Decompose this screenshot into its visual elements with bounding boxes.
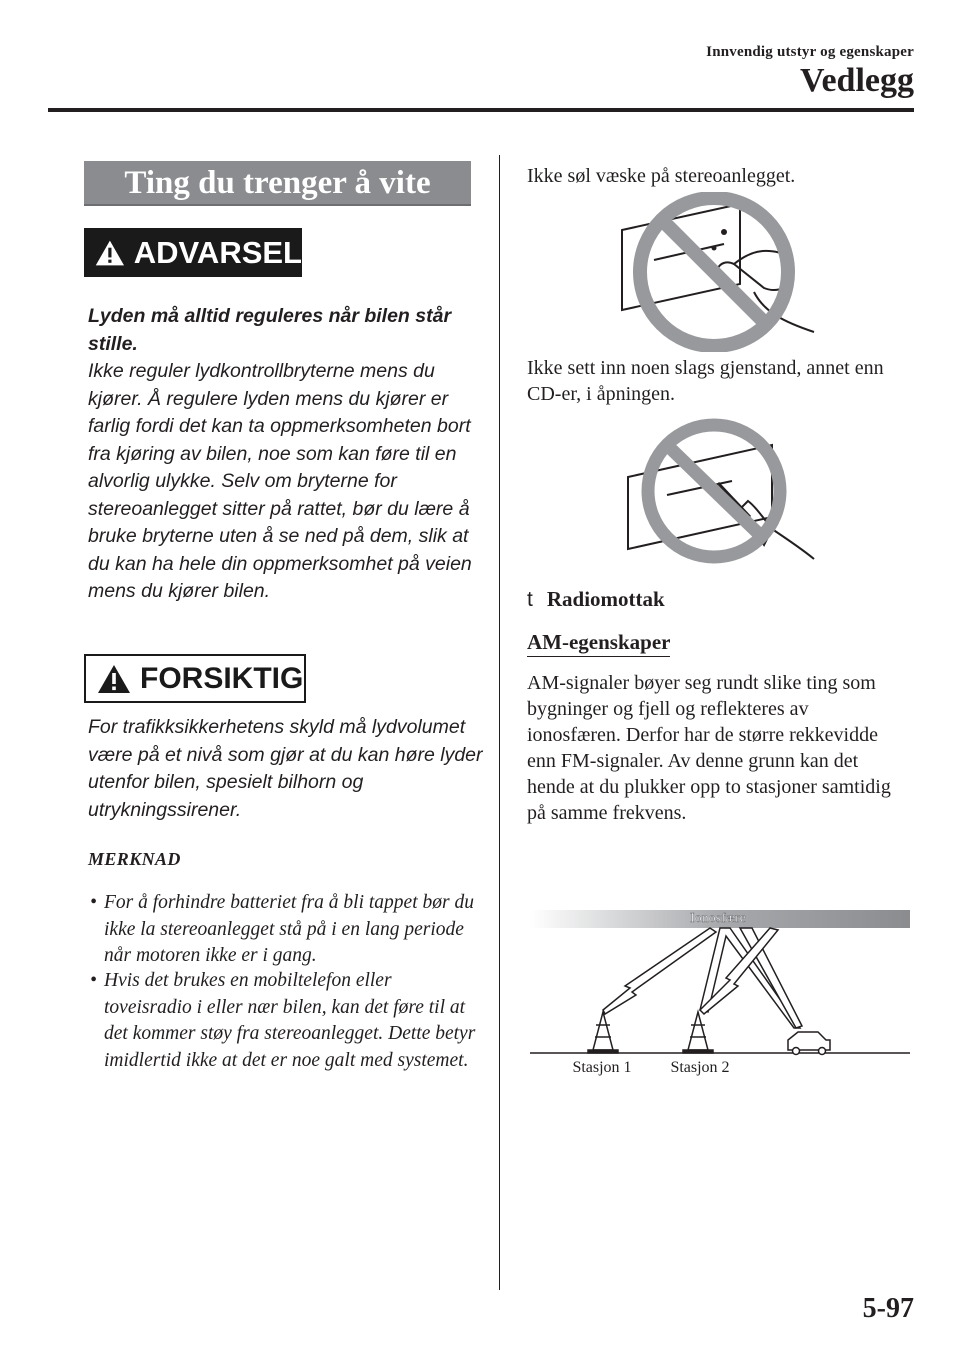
radio-heading bbox=[527, 587, 665, 612]
car-icon bbox=[788, 1032, 830, 1055]
station1-tower-icon bbox=[588, 1012, 618, 1053]
note-item-text: For å forhindre batteriet fra å bli tappet bør du ikke la stereoanlegget stå på i en lang periode når motoren ikke er i gang. bbox=[104, 892, 474, 966]
section-title: Ting du trenger å vite bbox=[84, 161, 471, 206]
caution-label: FORSIKTIG bbox=[140, 661, 304, 695]
no-objects-illustration bbox=[622, 417, 822, 567]
header-rule bbox=[48, 108, 914, 112]
station1-label: Stasjon 1 bbox=[572, 1059, 632, 1076]
note-item-text: Hvis det brukes en mobiltelefon eller toveisradio i eller nær bilen, kan det føre til at det kommer støy fra stereoanlegget. Dette betyr imidlertid ikke at det er noe galt med systemet. bbox=[104, 970, 476, 1071]
radio-heading-text: Radiomottak bbox=[546, 587, 665, 611]
warning-triangle-icon bbox=[94, 237, 126, 269]
warning-badge bbox=[84, 228, 302, 277]
warning-text bbox=[88, 303, 483, 606]
am-body: AM-signaler bøyer seg rundt slike ting som bygninger og fjell og reflekteres av ionosfæren. Derfor har de større rekkevidde enn FM-signaler. Av denne grunn kan det hende at du plukker opp to stasjoner samtidig på samme frekvens. bbox=[527, 672, 891, 824]
caution-body: For trafikksikkerhetens skyld må lydvolumet være på et nivå som gjør at du kan høre lyder utenfor bilen, spesielt bilhorn og utrykningssirener. bbox=[88, 716, 483, 821]
am-heading: AM-egenskaper bbox=[527, 630, 670, 657]
caution-triangle-icon bbox=[96, 663, 132, 695]
warning-label: ADVARSEL bbox=[133, 234, 302, 270]
warning-body: Ikke reguler lydkontrollbryterne mens du kjører. Å regulere lyden mens du kjører er farlig fordi det kan ta oppmerksomheten bort fra kjøring av bilen, noe som kan føre til en alvorlig ulykke. Selv om bryterne for stereoanlegget sitter på rattet, bør du lære å bruke bryterne uten å se ned på dem, slik at du kan ha hele din oppmerksomhet på veien mens du kjører bilen. bbox=[88, 360, 472, 602]
station2-label: Stasjon 2 bbox=[670, 1059, 730, 1076]
no-liquid-illustration bbox=[614, 192, 829, 352]
bullet-icon: • bbox=[90, 892, 97, 913]
note-item bbox=[90, 968, 484, 1074]
station2-tower-icon bbox=[683, 1012, 713, 1053]
warning-lead: Lyden må alltid reguleres når bilen står stille. bbox=[88, 305, 452, 355]
caution-badge bbox=[84, 654, 306, 703]
ionosphere-label: Ionosfære bbox=[690, 911, 746, 926]
note-item bbox=[90, 890, 484, 970]
note-label: MERKNAD bbox=[88, 849, 181, 869]
page-number: 5-97 bbox=[862, 1293, 914, 1324]
no-objects-text: Ikke sett inn noen slags gjenstand, annet enn CD-er, i åpningen. bbox=[527, 357, 884, 405]
column-divider bbox=[499, 155, 500, 1290]
chapter-title: Vedlegg bbox=[800, 62, 914, 99]
section-marker: t bbox=[527, 588, 533, 611]
chapter-subtitle: Innvendig utstyr og egenskaper bbox=[706, 44, 914, 60]
am-propagation-diagram bbox=[530, 900, 910, 1080]
no-liquid-text: Ikke søl væske på stereoanlegget. bbox=[527, 165, 796, 187]
bullet-icon: • bbox=[90, 970, 97, 991]
